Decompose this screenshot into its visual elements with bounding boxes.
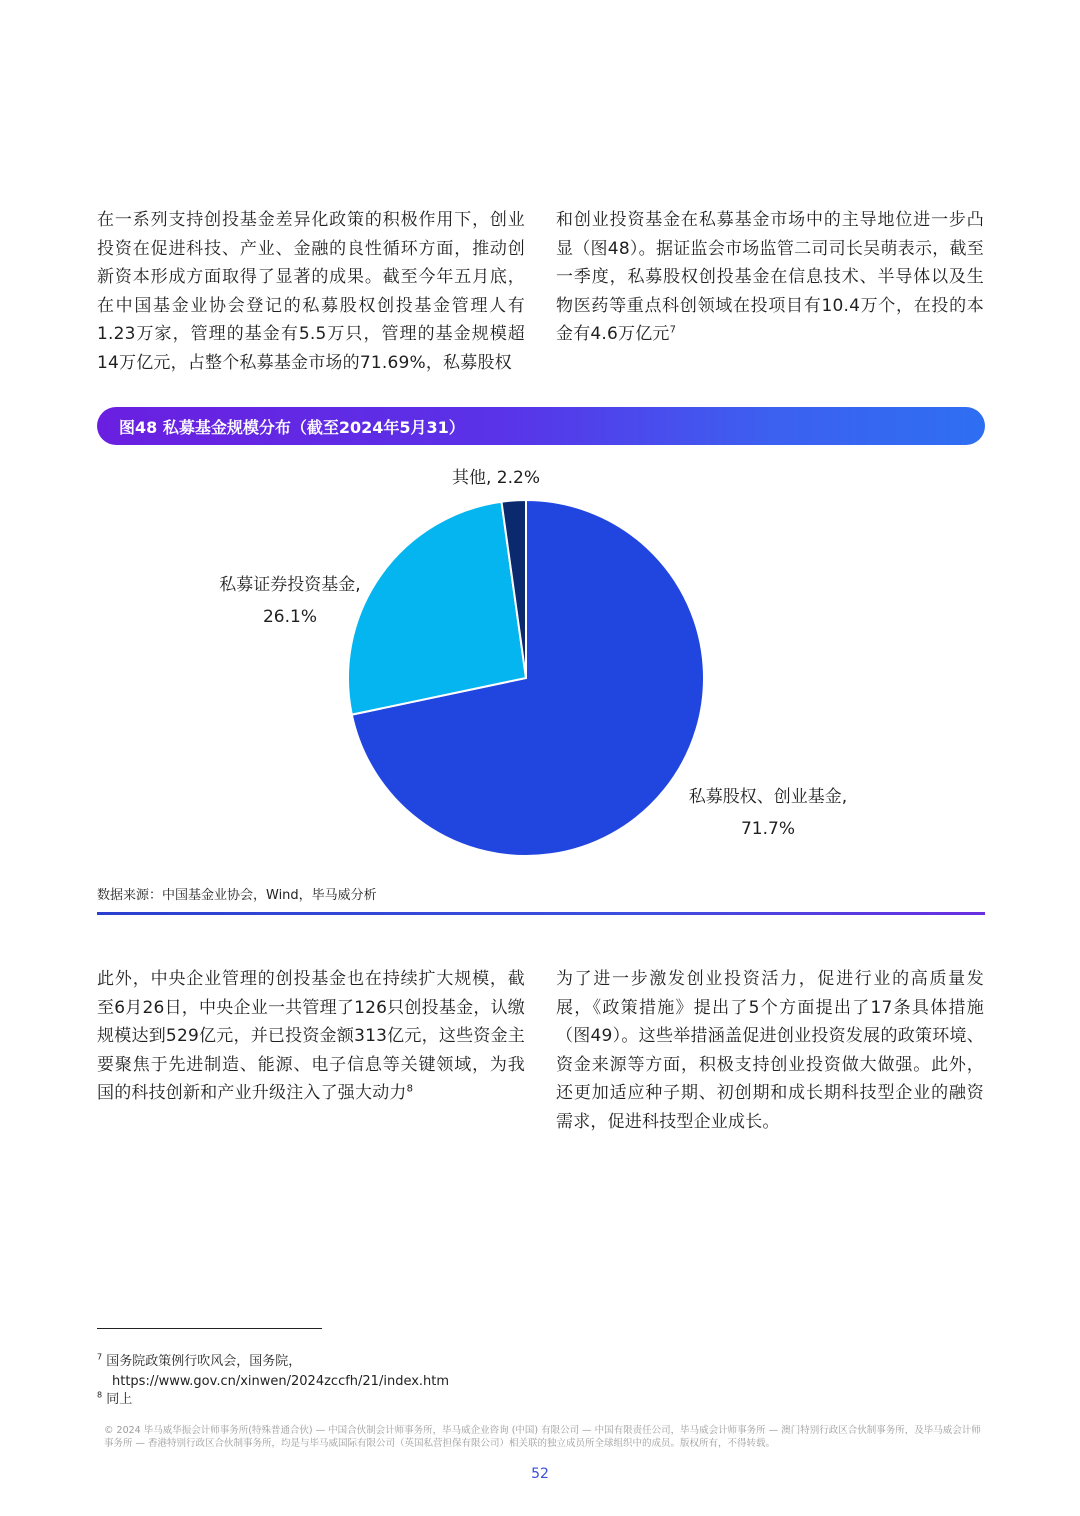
pie-label-0: 私募股权、创业基金, — [688, 787, 848, 807]
pie-chart — [0, 460, 1080, 880]
pie-value-label-0: 71.7% — [740, 819, 796, 839]
footnote-ref-7: 7 — [669, 324, 677, 336]
footnote-divider — [97, 1328, 322, 1329]
paragraph-bottom-left: 此外，中央企业管理的创投基金也在持续扩大规模，截至6月26日，中央企业一共管理了126只创投基金，认缴规模达到529亿元，并已投资金额313亿元，这些资金主要聚焦于先进制造、能源、电子信息等关键领域，为我国的科技创新和产业升级注入了强大动力$^8$ — [97, 969, 525, 1103]
footnote-7-url[interactable]: https://www.gov.cn/xinwen/2024zccfh/21/index.htm — [112, 1374, 450, 1389]
footnote-7: $^7$ 国务院政策例行吹风会，国务院， — [97, 1352, 302, 1369]
footnote-ref-8: 8 — [406, 1083, 414, 1095]
footnote-8: $^8$ 同上 — [97, 1390, 133, 1407]
paragraph-top-right: 和创业投资基金在私募基金市场中的主导地位进一步凸显（图48）。据证监会市场监管二司司长吴萌表示，截至一季度，私募股权创投基金在信息技术、半导体以及生物医药等重点科创领域在投项目有10.4万个，在投的本金有4.6万亿元$^7$ — [556, 210, 984, 344]
paragraph-bottom-right: 为了进一步激发创业投资活力，促进行业的高质量发展，《政策措施》提出了5个方面提出了17条具体措施（图49）。这些举措涵盖促进创业投资发展的政策环境、资金来源等方面，积极支持创业投资做大做强。此外，还更加适应种子期、初创期和成长期科技型企业的融资需求，促进科技型企业成长。 — [556, 969, 984, 1132]
copyright-notice: © 2024 毕马威华振会计师事务所(特殊普通合伙) — 中国合伙制会计师事务所，毕马威企业咨询 (中国) 有限公司 — 中国有限责任公司，毕马威会计师事务所 — 澳门特别行政区合伙制事务所，及毕马威会计师事务所 — 香港特别行政区合伙制事务所，均是与毕马威国际有限公司（英国私营担保有限公司）相关联的独立成员所全球组织中的成员。版权所有，不得转载。 — [104, 1425, 981, 1449]
figure-title-banner — [97, 407, 985, 445]
page-number: 52 — [531, 1466, 549, 1482]
data-source: 数据来源：中国基金业协会，Wind，毕马威分析 — [97, 888, 377, 903]
pie-label-1: 私募证券投资基金, — [219, 575, 361, 595]
figure-divider — [97, 912, 985, 915]
pie-value-label-1: 26.1% — [262, 607, 318, 627]
pie-slice-1 — [348, 502, 526, 715]
pie-label-2: 其他, 2.2% — [452, 468, 540, 488]
figure-title: 图48 私募基金规模分布（截至2024年5月31） — [119, 418, 465, 437]
paragraph-top-left: 在一系列支持创投基金差异化政策的积极作用下，创业投资在促进科技、产业、金融的良性循环方面，推动创新资本形成方面取得了显著的成果。截至今年五月底，在中国基金业协会登记的私募股权创投基金管理人有1.23万家，管理的基金有5.5万只，管理的基金规模超14万亿元，占整个私募基金市场的71.69%，私募股权 — [97, 210, 525, 373]
